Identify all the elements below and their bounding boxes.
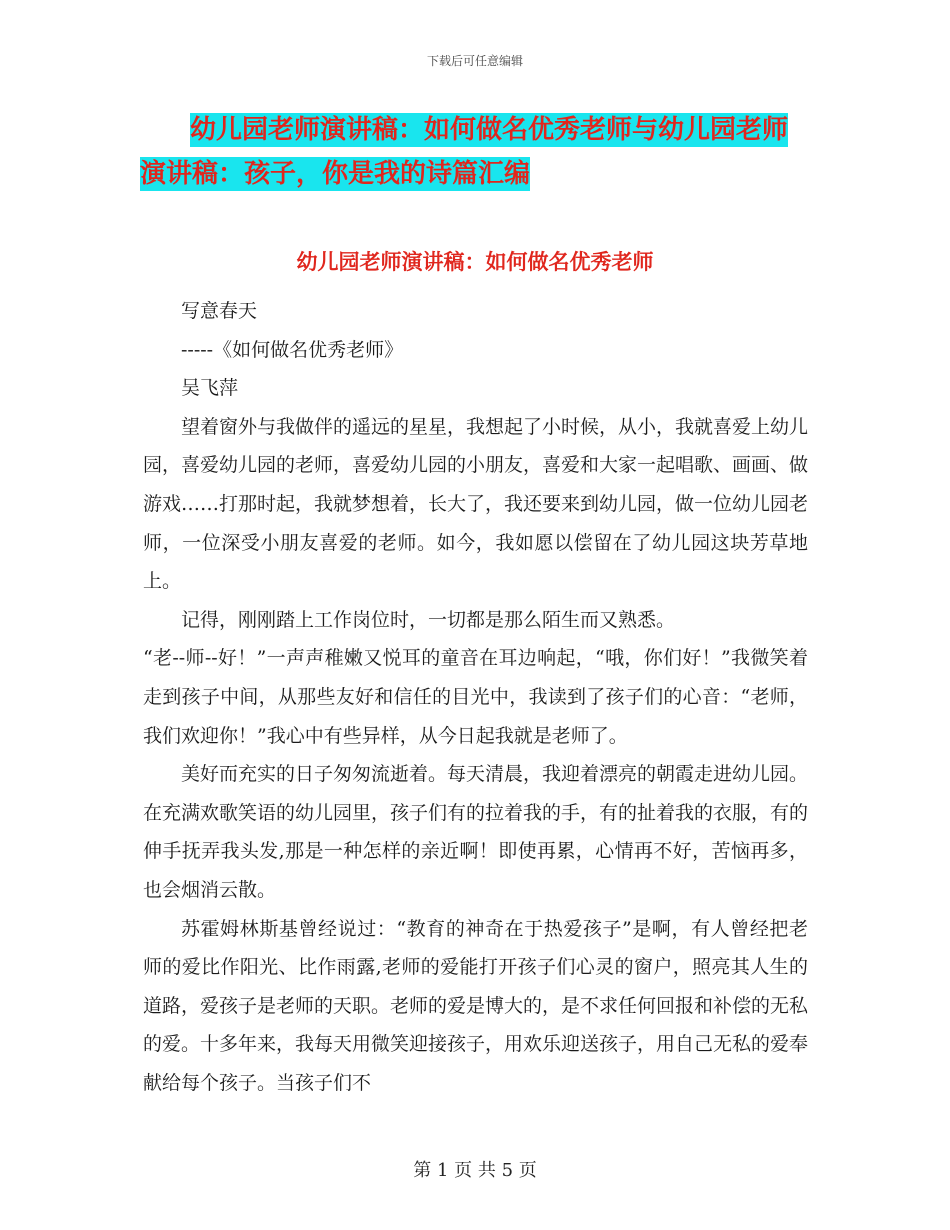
paragraph-2: 记得，刚刚踏上工作岗位时，一切都是那么陌生而又熟悉。 xyxy=(181,608,676,631)
document-title xyxy=(140,108,830,196)
paragraph-5: 苏霍姆林斯基曾经说过：“教育的神奇在于热爱孩子”是啊，有人曾经把老师的爱比作阳光、比作雨露,老师的爱能打开孩子们心灵的窗户，照亮其人生的道路，爱孩子是老师的天职。老师的爱是博大的，是不求任何回报和补偿的无私的爱。十多年来，我每天用微笑迎接孩子，用欢乐迎送孩子，用自己无私的爱奉献给每个孩子。当孩子们不 xyxy=(143,917,809,1094)
page-header-note: 下载后可任意编辑 xyxy=(426,54,523,68)
paragraph-3: “老--师--好！”一声声稚嫩又悦耳的童音在耳边响起，“哦，你们好！”我微笑着走到孩子中间，从那些友好和信任的目光中，我读到了孩子们的心音：“老师，我们欢迎你！”我心中有些异样，从今日起我就是老师了。 xyxy=(143,647,808,747)
article-author: 吴飞萍 xyxy=(181,377,239,400)
paragraph-1: 望着窗外与我做伴的遥远的星星，我想起了小时候，从小，我就喜爱上幼儿园，喜爱幼儿园的老师，喜爱幼儿园的小朋友，喜爱和大家一起唱歌、画画、做游戏……打那时起，我就梦想着，长大了，我还要来到幼儿园，做一位幼儿园老师，一位深受小朋友喜爱的老师。如今，我如愿以偿留在了幼儿园这块芳草地上。 xyxy=(143,415,809,593)
section-title: 幼儿园老师演讲稿：如何做名优秀老师 xyxy=(296,250,654,274)
title-line-2: 演讲稿：孩子，你是我的诗篇汇编 xyxy=(140,159,531,189)
title-line-1: 幼儿园老师演讲稿：如何做名优秀老师与幼儿园老师 xyxy=(190,115,789,145)
article-subheading: -----《如何做名优秀老师》 xyxy=(181,338,404,361)
article-heading: 写意春天 xyxy=(181,300,258,322)
page-number: 第 1 页 共 5 页 xyxy=(413,1160,537,1181)
article-body xyxy=(143,292,808,1102)
paragraph-4: 美好而充实的日子匆匆流逝着。每天清晨，我迎着漂亮的朝霞走进幼儿园。在充满欢歌笑语的幼儿园里，孩子们有的拉着我的手，有的扯着我的衣服，有的伸手抚弄我头发,那是一种怎样的亲近啊！即使再累，心情再不好，苦恼再多，也会烟消云散。 xyxy=(143,763,809,901)
